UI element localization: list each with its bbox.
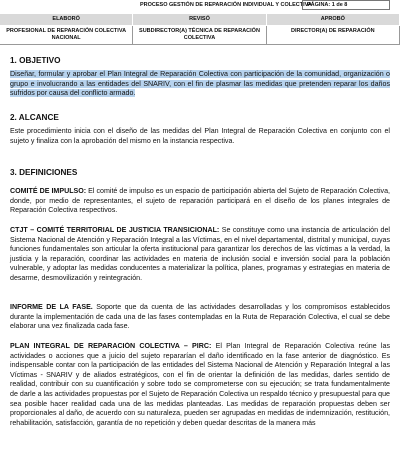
header-elaboro: ELABORÓ [0, 14, 133, 25]
header-reviso: REVISÓ [133, 14, 266, 25]
definition-text: Se constituye como una instancia de articulación del Sistema Nacional de Atención y Reparación Integral a las Víctimas, en el nivel departamental, distrital y municipal, cuyas funciones fundamentales son articular la oferta institucional para garantizar los derechos de las víctimas a la verdad, la justicia y la reparación, coordinar las actividades en materia de inclusión social e inversión social para la población vulnerable, y adoptar las medidas conducentes a materializar la política, planes, programas y estrategias en materia de desarme, desmovilización y reintegración. [10, 226, 390, 282]
section-title-objetivo: 1. OBJETIVO [10, 56, 61, 65]
section-text-alcance: Este procedimiento inicia con el diseño de las medidas del Plan Integral de Reparación Colectiva en conjunto con el sujeto y finaliza con la aprobación del mismo en la instancia respectiva. [10, 127, 390, 145]
value-aprobo: DIRECTOR(A) DE REPARACIÓN [267, 26, 400, 44]
approval-headers [0, 14, 400, 25]
definition-comite-impulso [10, 187, 390, 216]
definition-text: El Plan Integral de Reparación Colectiva reúne las actividades o acciones que a juicio del sujeto repararían el daño identificado en la fase anterior de diagnóstico. Es indispensable contar con la participación de las entidades del Sistema Nacional de Atención y Reparación Integral a las Víctimas - SNARIV y de aliados estratégicos, con el fin de orientar la definición de las medidas, darles sentido de realidad, contribuir con su cuantificación y sobre todo se comprometerse con su ejecución; se trata fundamentalmente de darle a las actividades propuestas por el Sujeto de Reparación Colectiva un respaldo técnico y presupuestal para que sea posible hacer realidad cada una de las medidas planteadas. Las medidas de reparación propuestas deben ser proporcionales al daño, de acuerdo con su naturaleza, pueden ser agrupadas en medidas de indemnización, restitución, rehabilitación, satisfacción, garantía de no repetición y deben quedar descritas de la manera más [10, 342, 390, 427]
definition-term: CTJT – COMITÉ TERRITORIAL DE JUSTICIA TRANSICIONAL: [10, 226, 220, 234]
definition-text: El comité de impulso es un espacio de participación abierta del Sujeto de Reparación Colectiva, donde, por medio de representantes, el sujeto de reparación participará en el diseño de los planes integrales de Reparación Colectiva respectivos. [10, 187, 391, 215]
document-header [0, 0, 400, 44]
value-elaboro: PROFESIONAL DE REPARACIÓN COLECTIVA NACIONAL [0, 26, 133, 44]
objetivo-highlight: Diseñar, formular y aprobar el Plan Integral de Reparación Colectiva con participación de la comunidad, organización o grupo e involucrando a las entidades del SNARIV, con el fin de plasmar las medidas que pretenden reparar los daños sufridos por causa del conflicto armado. [10, 70, 390, 98]
section-title-definiciones: 3. DEFINICIONES [10, 168, 78, 177]
definition-term: PLAN INTEGRAL DE REPARACIÓN COLECTIVA – PIRC: [10, 342, 212, 350]
definition-term: INFORME DE LA FASE. [10, 303, 93, 311]
definition-pirc [10, 342, 390, 450]
page-number: PÁGINA: 1 de 8 [302, 0, 390, 10]
value-reviso: SUBDIRECTOR(A) TÉCNICA DE REPARACIÓN COLECTIVA [133, 26, 266, 44]
definition-text: Soporte que da cuenta de las actividades desarrolladas y los compromisos establecidos durante la implementación de cada una de las fases contempladas en la Ruta de Reparación Colectiva, el cual se debe elaborar una vez finalizada cada fase. [10, 303, 390, 331]
definition-informe-fase [10, 303, 390, 332]
definition-ctjt [10, 226, 390, 284]
section-text-objetivo [10, 70, 390, 99]
approval-values [0, 26, 400, 45]
definition-term: COMITÉ DE IMPULSO: [10, 187, 87, 195]
process-title: PROCESO GESTIÓN DE REPARACIÓN INDIVIDUAL Y COLECTIVA [140, 2, 312, 8]
header-aprobo: APROBÓ [267, 14, 400, 25]
section-title-alcance: 2. ALCANCE [10, 113, 59, 122]
